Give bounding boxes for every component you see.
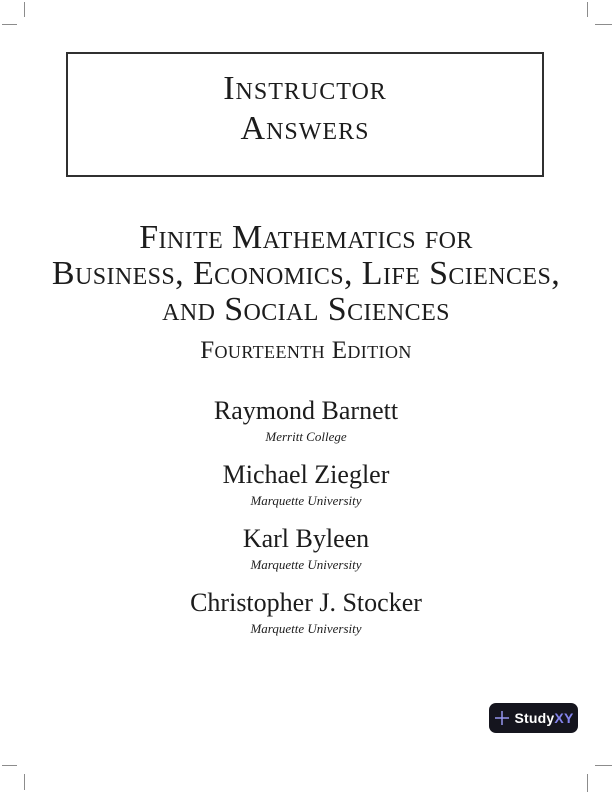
authors-list bbox=[0, 396, 612, 652]
logo-suffix: XY bbox=[554, 710, 574, 726]
crop-mark-bottom-left-vertical bbox=[24, 774, 25, 790]
author-affiliation: Marquette University bbox=[250, 621, 362, 636]
author-name: Karl Byleen bbox=[242, 524, 370, 553]
crop-mark-top-left-vertical bbox=[24, 2, 25, 17]
title-line-2: Business, Economics, Life Sciences, bbox=[51, 255, 561, 292]
author-name: Raymond Barnett bbox=[213, 396, 399, 425]
crop-mark-bottom-left-horizontal bbox=[2, 765, 17, 766]
studyxy-logo-badge[interactable] bbox=[489, 703, 578, 733]
author-affiliation: Marquette University bbox=[250, 557, 362, 572]
author-item bbox=[0, 588, 612, 636]
logo-text bbox=[515, 710, 574, 726]
edition-label: Fourteenth Edition bbox=[200, 337, 412, 364]
crop-mark-top-right-horizontal bbox=[595, 24, 612, 25]
crop-mark-top-right-vertical bbox=[587, 2, 588, 17]
title-line-3: and Social Sciences bbox=[162, 291, 450, 328]
plus-icon bbox=[494, 710, 510, 726]
banner-line-2: Answers bbox=[240, 110, 370, 147]
logo-word: Study bbox=[514, 710, 555, 726]
author-item bbox=[0, 396, 612, 444]
title-line-1: Finite Mathematics for bbox=[139, 219, 473, 256]
banner-line-1: Instructor bbox=[223, 70, 387, 107]
author-name: Christopher J. Stocker bbox=[190, 588, 422, 617]
author-affiliation: Merritt College bbox=[265, 429, 347, 444]
author-item bbox=[0, 524, 612, 572]
banner-text bbox=[68, 54, 542, 149]
crop-mark-bottom-right-horizontal bbox=[595, 765, 612, 766]
crop-mark-top-left-horizontal bbox=[2, 24, 17, 25]
author-item bbox=[0, 460, 612, 508]
book-title bbox=[0, 220, 612, 366]
crop-mark-bottom-right-vertical bbox=[587, 774, 588, 792]
instructor-answers-box bbox=[66, 52, 544, 177]
author-affiliation: Marquette University bbox=[250, 493, 362, 508]
author-name: Michael Ziegler bbox=[222, 460, 390, 489]
